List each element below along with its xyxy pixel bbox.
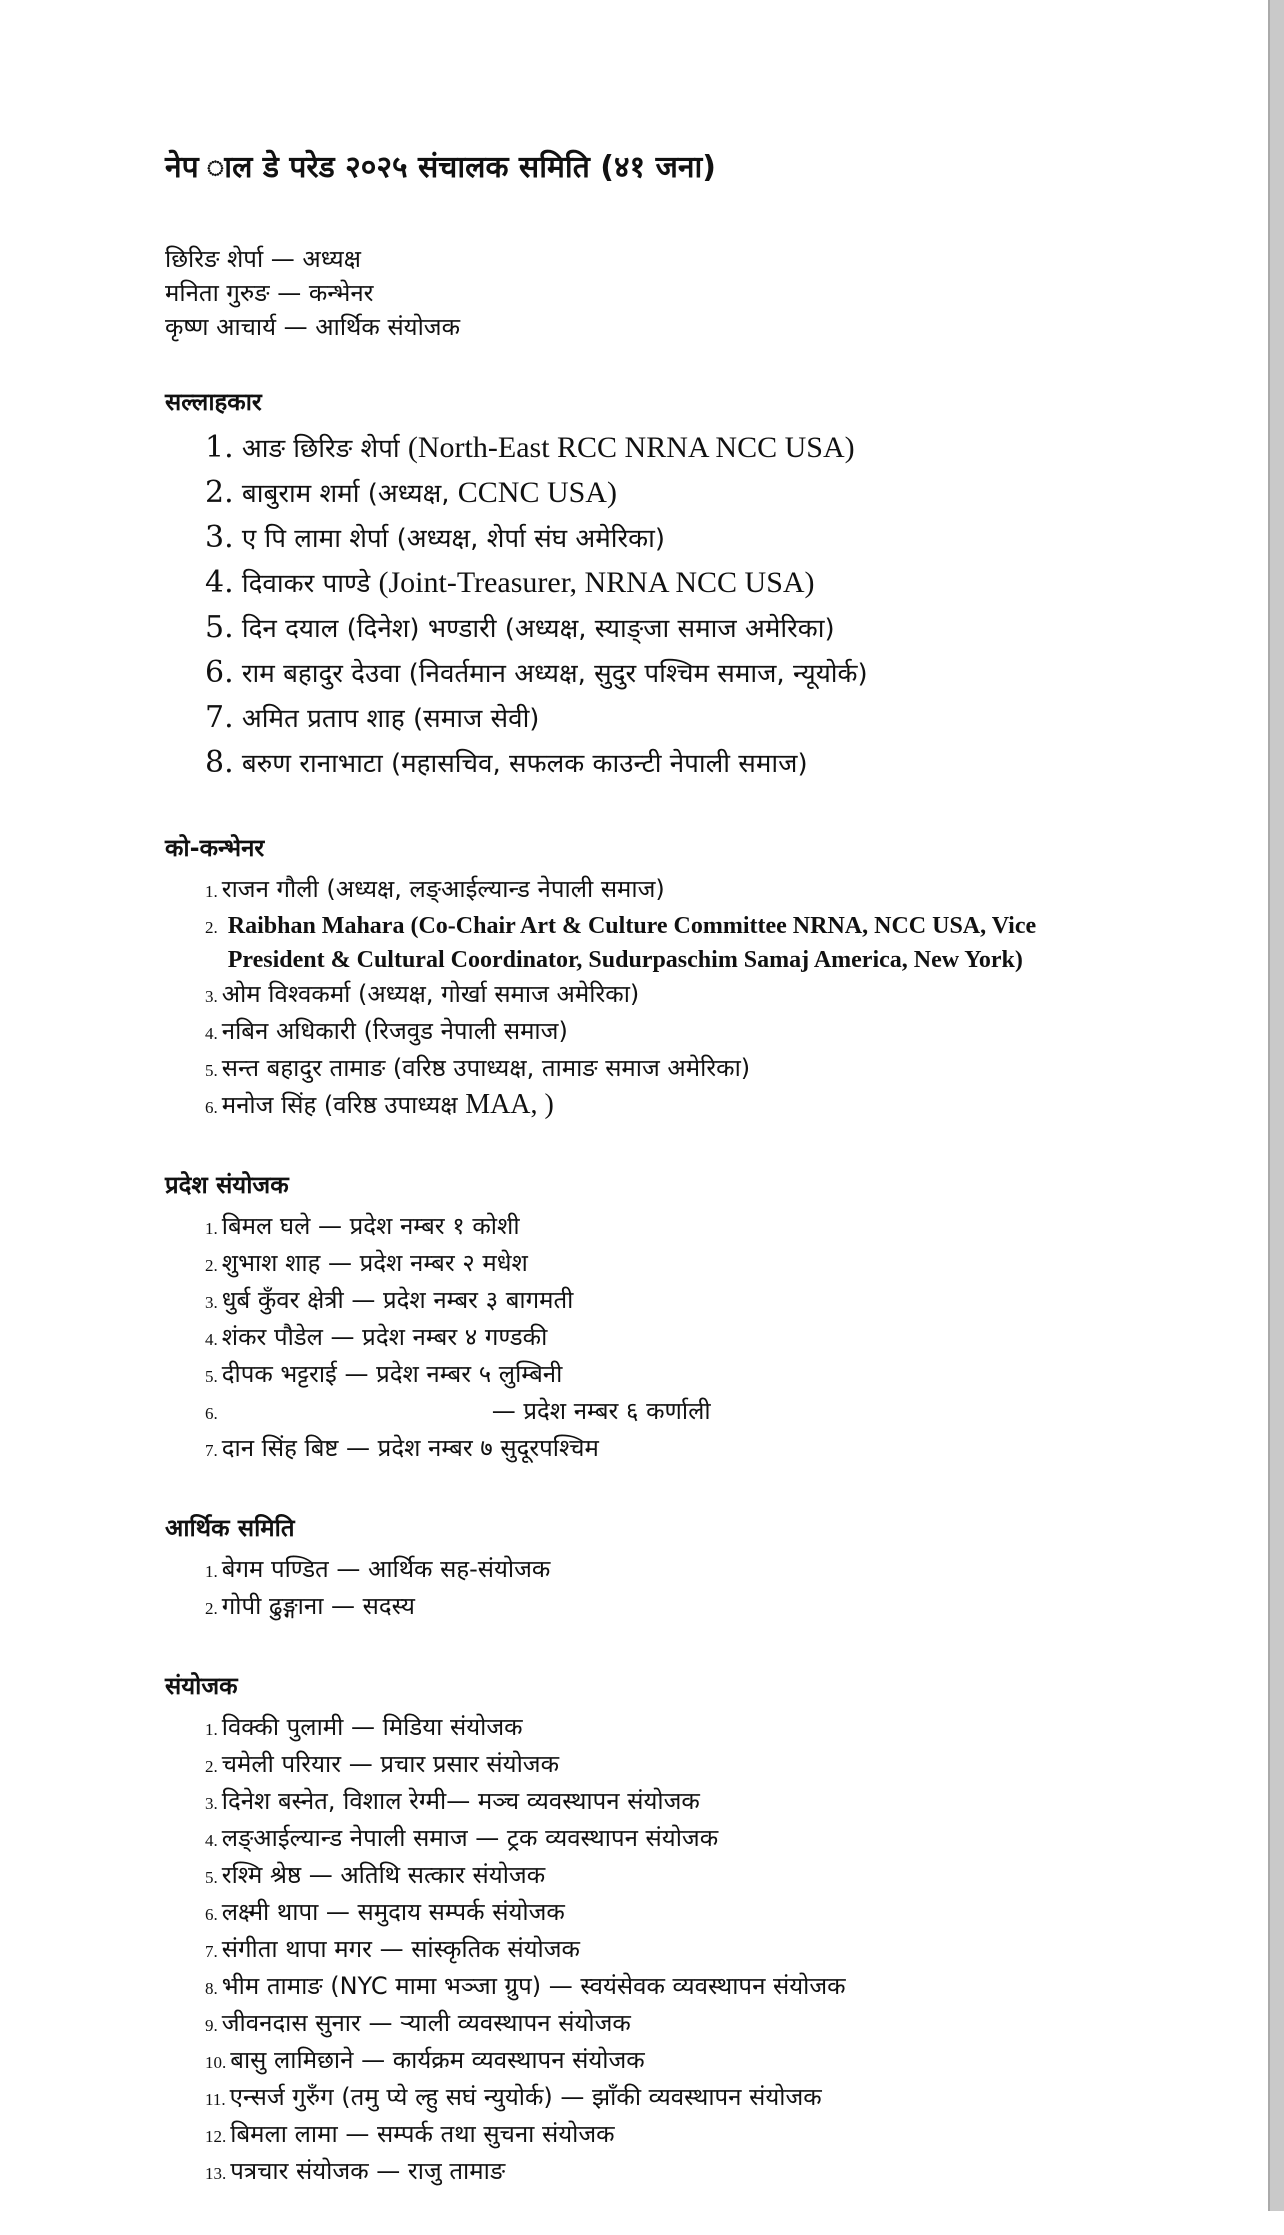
- list-item: 1. राजन गौली (अध्यक्ष, लङ्आईल्यान्ड नेपाली समाज): [205, 875, 665, 903]
- list-item: 7. दान सिंह बिष्ट — प्रदेश नम्बर ७ सुदूरपश्चिम: [205, 1434, 599, 1462]
- list-item: 4. लङ्आईल्यान्ड नेपाली समाज — ट्रक व्यवस्थापन संयोजक: [205, 1824, 719, 1852]
- lead-officers: [165, 242, 1225, 344]
- advisors-list: [165, 426, 1225, 786]
- list-item: 5. दिन दयाल (दिनेश) भण्डारी (अध्यक्ष, स्याङ्जा समाज अमेरिका): [205, 610, 835, 645]
- section-heading-province: प्रदेश संयोजक: [165, 1171, 289, 1199]
- list-item: 1. बिमल घले — प्रदेश नम्बर १ कोशी: [205, 1212, 520, 1240]
- list-item: 5. सन्त बहादुर तामाङ (वरिष्ठ उपाध्यक्ष, तामाङ समाज अमेरिका): [205, 1054, 751, 1082]
- list-item: 7. अमित प्रताप शाह (समाज सेवी): [205, 700, 540, 735]
- list-item: 2. Raibhan Mahara (Co-Chair Art & Culture Committee NRNA, NCC USA, Vice President & Cultural Coordinator, Sudurpaschim Samaj America, New York): [205, 913, 1037, 973]
- list-item: 10. बासु लामिछाने — कार्यक्रम व्यवस्थापन संयोजक: [205, 2046, 645, 2074]
- list-item: 3. ए पि लामा शेर्पा (अध्यक्ष, शेर्पा संघ अमेरिका): [205, 520, 665, 555]
- officer-line: छिरिङ शेर्पा — अध्यक्ष: [165, 245, 361, 273]
- officer-line: कृष्ण आचार्य — आर्थिक संयोजक: [165, 313, 461, 341]
- list-item: 3. ओम विश्वकर्मा (अध्यक्ष, गोर्खा समाज अमेरिका): [205, 980, 640, 1008]
- list-item: 4. शंकर पौडेल — प्रदेश नम्बर ४ गण्डकी: [205, 1323, 548, 1351]
- list-item: 6. मनोज सिंह (वरिष्ठ उपाध्यक्ष MAA, ): [205, 1089, 554, 1120]
- list-item: 11. एन्सर्ज गुरुँग (तमु प्ये ल्हु सघं न्युयोर्क) — झाँकी व्यवस्थापन संयोजक: [205, 2083, 822, 2111]
- list-item: 12. बिमला लामा — सम्पर्क तथा सुचना संयोजक: [205, 2120, 615, 2148]
- list-item: 8. भीम तामाङ (NYC मामा भञ्जा ग्रुप) — स्वयंसेवक व्यवस्थापन संयोजक: [205, 1972, 846, 2000]
- province-list: [165, 1209, 1225, 1468]
- list-item: 5. रश्मि श्रेष्ठ — अतिथि सत्कार संयोजक: [205, 1861, 546, 1889]
- list-item: 2. चमेली परियार — प्रचार प्रसार संयोजक: [205, 1750, 560, 1778]
- list-item: 13. पत्रचार संयोजक — राजु तामाङ: [205, 2157, 506, 2185]
- list-item: 9. जीवनदास सुनार — ऱ्याली व्यवस्थापन संयोजक: [205, 2009, 631, 2037]
- page-edge-scrollbar: [1268, 0, 1284, 2211]
- list-item: 3. दिनेश बस्नेत, विशाल रेग्मी— मञ्च व्यवस्थापन संयोजक: [205, 1787, 700, 1815]
- list-item: 3. धुर्ब कुँवर क्षेत्री — प्रदेश नम्बर ३ बागमती: [205, 1286, 574, 1314]
- list-item: 2. गोपी ढुङ्गाना — सदस्य: [205, 1592, 415, 1620]
- page-title: नेप ाल डे परेड २०२५ संचालक समिति (४१ जना): [165, 150, 716, 185]
- list-item: 2. शुभाश शाह — प्रदेश नम्बर २ मधेश: [205, 1249, 528, 1277]
- list-item: 1. विक्की पुलामी — मिडिया संयोजक: [205, 1713, 523, 1741]
- document-content: [165, 148, 1225, 2235]
- list-item: 7. संगीता थापा मगर — सांस्कृतिक संयोजक: [205, 1935, 580, 1963]
- officer-line: मनिता गुरुङ — कन्भेनर: [165, 279, 374, 307]
- list-item: 2. बाबुराम शर्मा (अध्यक्ष, CCNC USA): [205, 475, 617, 510]
- list-item: 4. दिवाकर पाण्डे (Joint-Treasurer, NRNA NCC USA): [205, 565, 815, 600]
- section-heading-coordinators: संयोजक: [165, 1672, 238, 1700]
- section-heading-finance: आर्थिक समिति: [165, 1514, 295, 1542]
- list-item: 1. बेगम पण्डित — आर्थिक सह-संयोजक: [205, 1555, 551, 1583]
- list-item: 1. आङ छिरिङ शेर्पा (North-East RCC NRNA NCC USA): [205, 430, 855, 465]
- section-heading-advisors: सल्लाहकार: [165, 388, 262, 416]
- list-item: 8. बरुण रानाभाटा (महासचिव, सफलक काउन्टी नेपाली समाज): [205, 745, 808, 780]
- coconvener-list: [165, 872, 1225, 1125]
- list-item: 6. — प्रदेश नम्बर ६ कर्णाली: [205, 1397, 711, 1425]
- list-item: 4. नबिन अधिकारी (रिजवुड नेपाली समाज): [205, 1017, 568, 1045]
- list-item: 5. दीपक भट्टराई — प्रदेश नम्बर ५ लुम्बिनी: [205, 1360, 563, 1388]
- section-heading-coconvener: को-कन्भेनर: [165, 834, 265, 862]
- finance-list: [165, 1552, 1225, 1626]
- coordinators-list: [165, 1710, 1225, 2191]
- list-item: 6. लक्ष्मी थापा — समुदाय सम्पर्क संयोजक: [205, 1898, 565, 1926]
- list-item: 6. राम बहादुर देउवा (निवर्तमान अध्यक्ष, सुदुर पश्चिम समाज, न्यूयोर्क): [205, 655, 868, 690]
